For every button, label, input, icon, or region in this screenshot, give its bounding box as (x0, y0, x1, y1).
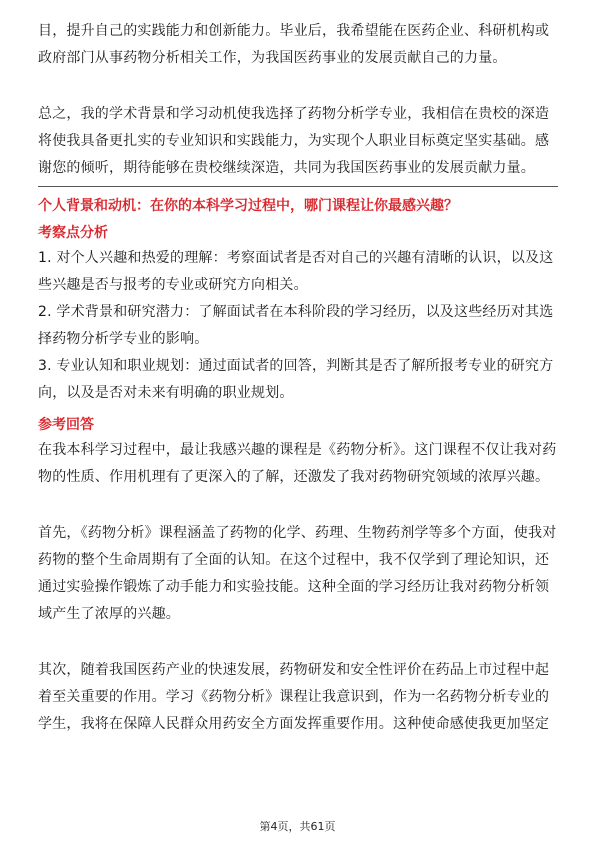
divider (38, 186, 558, 187)
intro-paragraph: 目，提升自己的实践能力和创新能力。毕业后，我希望能在医药企业、科研机构或政府部门从事药物分析相关工作，为我国医药事业的发展贡献自己的力量。 (38, 23, 550, 66)
analysis-item: 2. 学术背景和研究潜力：了解面试者在本科阶段的学习经历，以及这些经历对其选择药物分析学专业的影响。 (38, 304, 554, 347)
answer-heading: 参考回答 (38, 417, 94, 433)
analysis-item: 3. 专业认知和职业规划：通过面试者的回答，判断其是否了解所报考专业的研究方向，以及是否对未来有明确的职业规划。 (38, 358, 554, 401)
intro-paragraph: 总之，我的学术背景和学习动机使我选择了药物分析学专业，我相信在贵校的深造将使我具备更扎实的专业知识和实践能力，为实现个人职业目标奠定坚实基础。感谢您的倾听，期待能够在贵校继续深造，共同为我国医药事业的发展贡献力量。 (38, 106, 550, 176)
analysis-item: 1. 对个人兴趣和热爱的理解：考察面试者是否对自己的兴趣有清晰的认识，以及这些兴趣是否与报考的专业或研究方向相关。 (38, 250, 554, 293)
answer-paragraph: 其次，随着我国医药产业的快速发展，药物研发和安全性评价在药品上市过程中起着至关重要的作用。学习《药物分析》课程让我意识到，作为一名药物分析专业的学生，我将在保障人民群众用药安全方面发挥重要作用。这种使命感使我更加坚定 (38, 662, 550, 732)
answer-paragraph: 首先，《药物分析》课程涵盖了药物的化学、药理、生物药剂学等多个方面，使我对药物的整个生命周期有了全面的认知。在这个过程中，我不仅学到了理论知识，还通过实验操作锻炼了动手能力和实验技能。这种全面的学习经历让我对药物分析领域产生了浓厚的兴趣。 (38, 525, 557, 622)
page-content (38, 18, 558, 738)
answer-paragraph: 在我本科学习过程中，最让我感兴趣的课程是《药物分析》。这门课程不仅让我对药物的性质、作用机理有了更深入的了解，还激发了我对药物研究领域的浓厚兴趣。 (38, 442, 557, 485)
question-heading: 个人背景和动机：在你的本科学习过程中，哪门课程让你最感兴趣？ (38, 198, 458, 214)
page-number: 第4页，共61页 (259, 820, 336, 833)
analysis-heading: 考察点分析 (38, 225, 108, 241)
